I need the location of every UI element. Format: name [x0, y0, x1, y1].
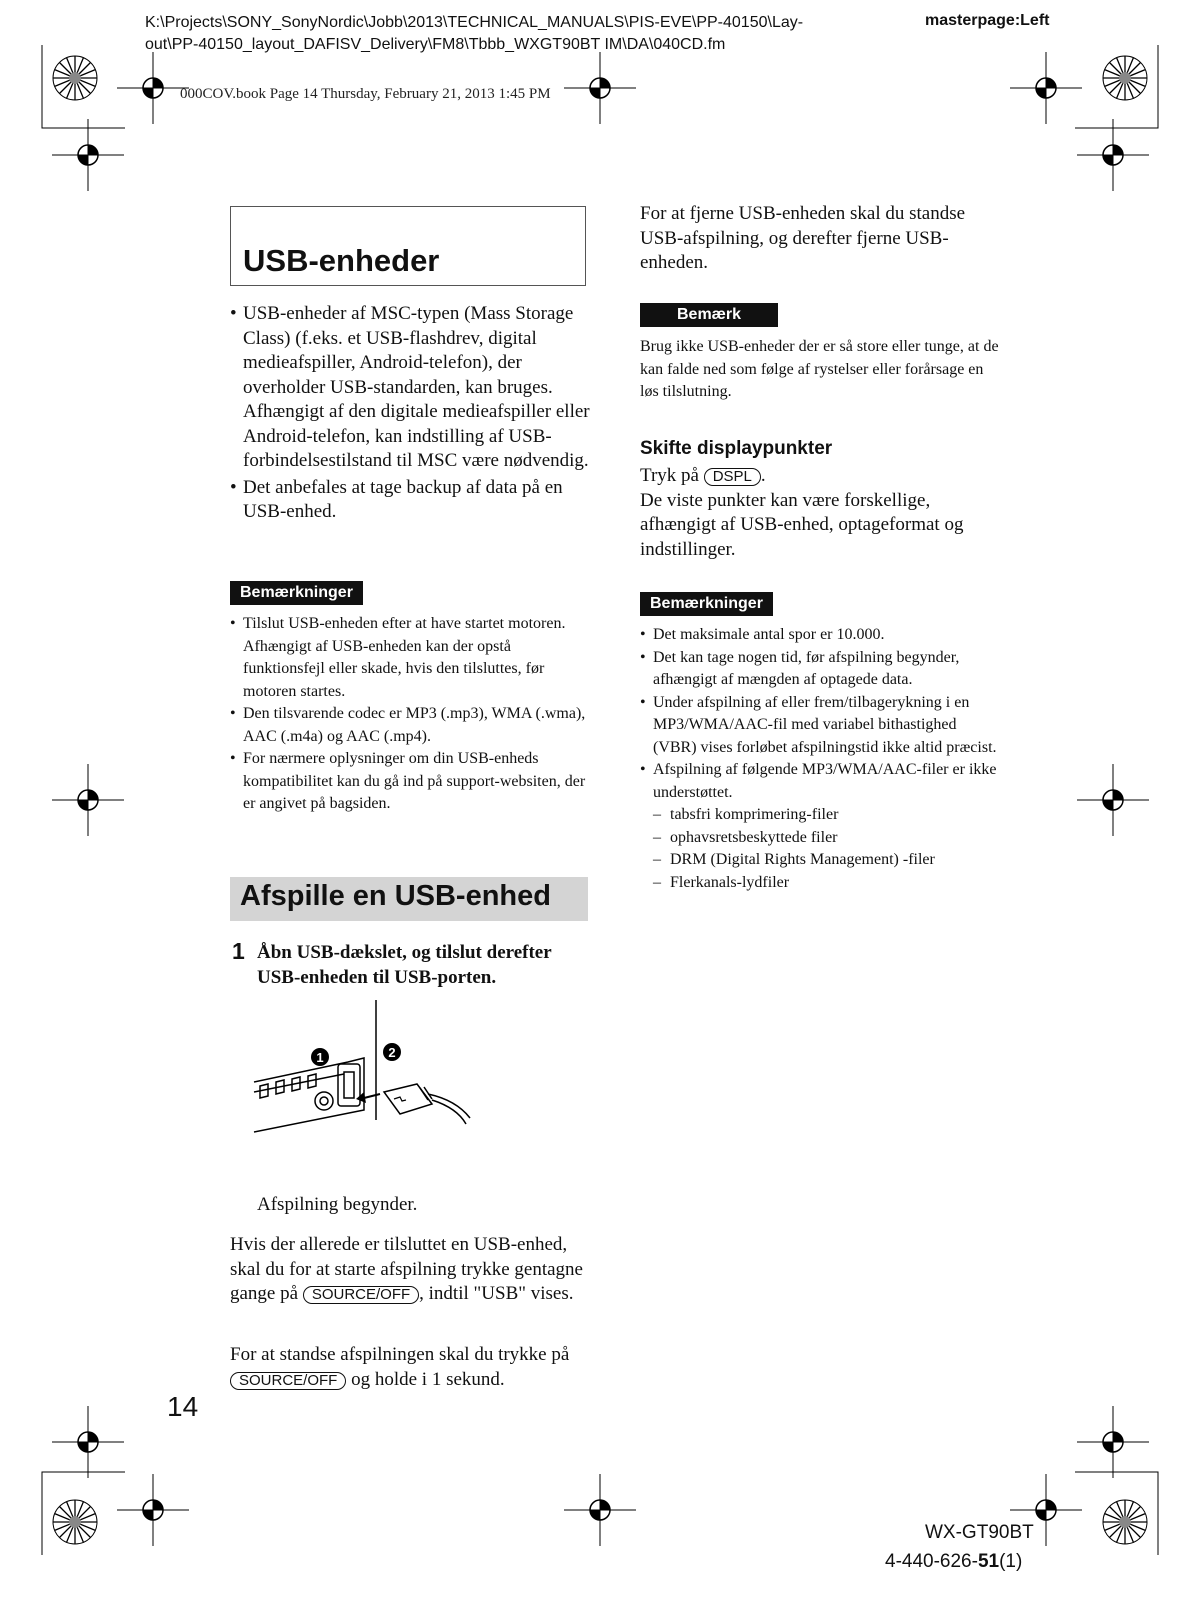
list-item: • Den tilsvarende codec er MP3 (.mp3), WMA (.wma), AAC (.m4a) og AAC (.mp4).: [230, 703, 590, 748]
notes-list: [230, 613, 590, 816]
list-item: • Det maksimale antal spor er 10.000.: [640, 624, 1000, 647]
list-item: • Under afspilning af eller frem/tilbagerykning i en MP3/WMA/AAC-fil med variabel bithastighed (VBR) vises forløbet afspilningstid ikke altid præcist.: [640, 692, 1000, 760]
subheading-display: Skifte displaypunkter: [640, 438, 833, 459]
list-item: • Afspilning af følgende MP3/WMA/AAC-filer er ikke understøttet.: [640, 759, 1000, 804]
stop-playback-paragraph: [230, 1343, 595, 1392]
section-heading-afspille: [230, 877, 588, 921]
step-instruction: Åbn USB-dækslet, og tilslut derefter USB-enheden til USB-porten.: [257, 942, 552, 988]
page-number: 14: [167, 1391, 199, 1422]
note-label: Bemærk: [640, 303, 778, 327]
product-code-bold: 51: [977, 1551, 1000, 1572]
notes-label: Bemærkninger: [230, 581, 363, 605]
notes-label: Bemærkninger: [640, 592, 773, 616]
source-off-button-label: SOURCE/OFF: [303, 1286, 419, 1304]
model-number: WX-GT90BT: [925, 1522, 1034, 1543]
sub-list-item: – ophavsretsbeskyttede filer: [640, 827, 1000, 850]
paragraph-text: og holde i 1 sekund.: [351, 1368, 505, 1390]
list-item: • Det anbefales at tage backup af data på en USB-enhed.: [230, 476, 590, 525]
step-result: Afspilning begynder.: [257, 1194, 418, 1215]
remove-device-paragraph: For at fjerne USB-enheden skal du standse USB-afspilning, og derefter fjerne USB-enheden.: [640, 203, 966, 273]
masterpage-label: masterpage:Left: [925, 12, 1050, 29]
section-title: USB-enheder: [243, 243, 440, 278]
sub-list-item: – DRM (Digital Rights Management) -filer: [640, 849, 1000, 872]
product-code-suffix: (1): [999, 1551, 1023, 1572]
file-path-line-2: out\PP-40150_layout_DAFISV_Delivery\FM8\Tbbb_WXGT90BT IM\DA\040CD.fm: [145, 36, 726, 53]
file-path-line-1: K:\Projects\SONY_SonyNordic\Jobb\2013\TECHNICAL_MANUALS\PIS-EVE\PP-40150\Lay-: [145, 14, 804, 31]
sub-list-item: – Flerkanals-lydfiler: [640, 872, 1000, 895]
product-code: [885, 1551, 1022, 1573]
book-info: 000COV.book Page 14 Thursday, February 21, 2013 1:45 PM: [180, 86, 551, 102]
product-code-text: 4-440-626-: [885, 1551, 978, 1572]
usb-device-list: [230, 302, 590, 525]
section-title: Afspille en USB-enhed: [240, 880, 551, 912]
paragraph-text: .: [760, 465, 766, 486]
usb-connection-illustration: [252, 1000, 482, 1140]
list-item: • USB-enheder af MSC-typen (Mass Storage Class) (f.eks. et USB-flashdrev, digital medieafspiller, Android-telefon), der overholder USB-standarden, kan bruges. Afhængigt af den digitale medieafspiller eller Android-telefon, kan indstilling af USB-forbindelsestilstand til MSC være nødvendig.: [230, 302, 590, 474]
paragraph-text: Tryk på: [640, 465, 699, 486]
notes-list: [640, 624, 1000, 894]
list-item: • Det kan tage nogen tid, før afspilning begynder, afhængigt af mængden af optagede data.: [640, 647, 1000, 692]
callout-1: 1: [316, 1050, 324, 1065]
paragraph-text: , indtil "USB" vises.: [419, 1283, 574, 1304]
start-playback-paragraph: [230, 1233, 595, 1307]
file-path-header: [145, 12, 865, 56]
step-number: 1: [232, 938, 245, 964]
list-item: • For nærmere oplysninger om din USB-enheds kompatibilitet kan du gå ind på support-websiten, der er angivet på bagsiden.: [230, 748, 590, 816]
paragraph-text: De viste punkter kan være forskellige, afhængigt af USB-enhed, optageformat og indstillinger.: [640, 489, 964, 560]
paragraph-text: For at standse afspilningen skal du trykke på: [230, 1344, 570, 1365]
display-paragraph: [640, 464, 1000, 562]
paragraph-text: Hvis der allerede er tilsluttet en USB-enhed, skal du for at starte afspilning trykke gentagne gange på: [230, 1234, 583, 1304]
list-item: • Tilslut USB-enheden efter at have startet motoren. Afhængigt af USB-enheden kan der opstå funktionsfejl eller skade, hvis den tilsluttes, før motoren startes.: [230, 613, 590, 703]
callout-2: 2: [388, 1045, 396, 1060]
section-heading-usb-enheder: [230, 206, 586, 286]
dspl-button-label: DSPL: [704, 468, 761, 486]
sub-list-item: – tabsfri komprimering-filer: [640, 804, 1000, 827]
note-text: Brug ikke USB-enheder der er så store eller tunge, at de kan falde ned som følge af rystelser eller forårsage en løs tilslutning.: [640, 338, 999, 400]
source-off-button-label: SOURCE/OFF: [230, 1372, 346, 1390]
